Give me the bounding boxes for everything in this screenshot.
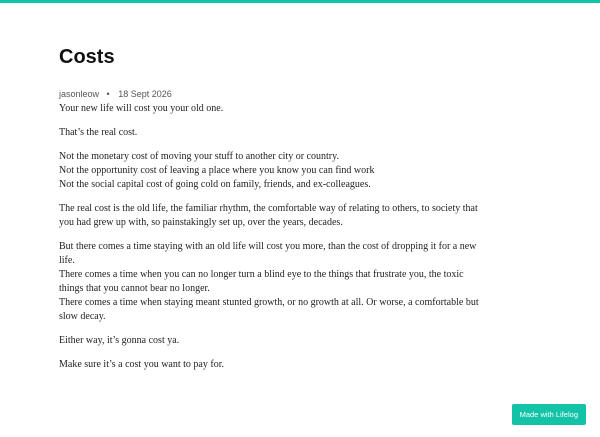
meta-separator: •: [106, 89, 110, 99]
paragraph-line: That’s the real cost.: [59, 127, 138, 138]
post-title: Costs: [59, 46, 115, 68]
post-paragraph: [59, 102, 539, 116]
post-paragraph: [59, 358, 539, 372]
paragraph-line: The real cost is the old life, the familiar rhythm, the comfortable way of relating to others, to society that: [59, 203, 478, 214]
post-meta: [59, 88, 172, 100]
paragraph-line: slow decay.: [59, 311, 106, 322]
paragraph-line: But there comes a time staying with an old life will cost you more, than the cost of dropping it for a new: [59, 241, 477, 252]
made-with-lifelog-button[interactable]: Made with Lifelog: [512, 404, 586, 425]
paragraph-line: life.: [59, 255, 75, 266]
paragraph-line: Make sure it’s a cost you want to pay for.: [59, 359, 224, 370]
paragraph-line: Not the social capital cost of going cold on family, friends, and ex-colleagues.: [59, 179, 371, 190]
post-paragraph: [59, 240, 539, 324]
paragraph-line: things that you cannot bear no longer.: [59, 283, 210, 294]
post-paragraph: [59, 150, 539, 192]
paragraph-line: There comes a time when you can no longer turn a blind eye to the things that frustrate you, the toxic: [59, 269, 464, 280]
paragraph-line: Either way, it’s gonna cost ya.: [59, 335, 180, 346]
post-body: [59, 102, 539, 382]
top-accent-bar: [0, 0, 600, 3]
post-date: 18 Sept 2026: [118, 89, 172, 99]
paragraph-line: Your new life will cost you your old one.: [59, 103, 224, 114]
author-link[interactable]: jasonleow: [59, 89, 100, 99]
paragraph-line: Not the opportunity cost of leaving a place where you know you can find work: [59, 165, 375, 176]
paragraph-line: you had grew up with, so painstakingly set up, over the years, decades.: [59, 217, 343, 228]
paragraph-line: There comes a time when staying meant stunted growth, or no growth at all. Or worse, a comfortable but: [59, 297, 479, 308]
post-paragraph: [59, 126, 539, 140]
post-paragraph: [59, 202, 539, 230]
paragraph-line: Not the monetary cost of moving your stuff to another city or country.: [59, 151, 339, 162]
post-paragraph: [59, 334, 539, 348]
